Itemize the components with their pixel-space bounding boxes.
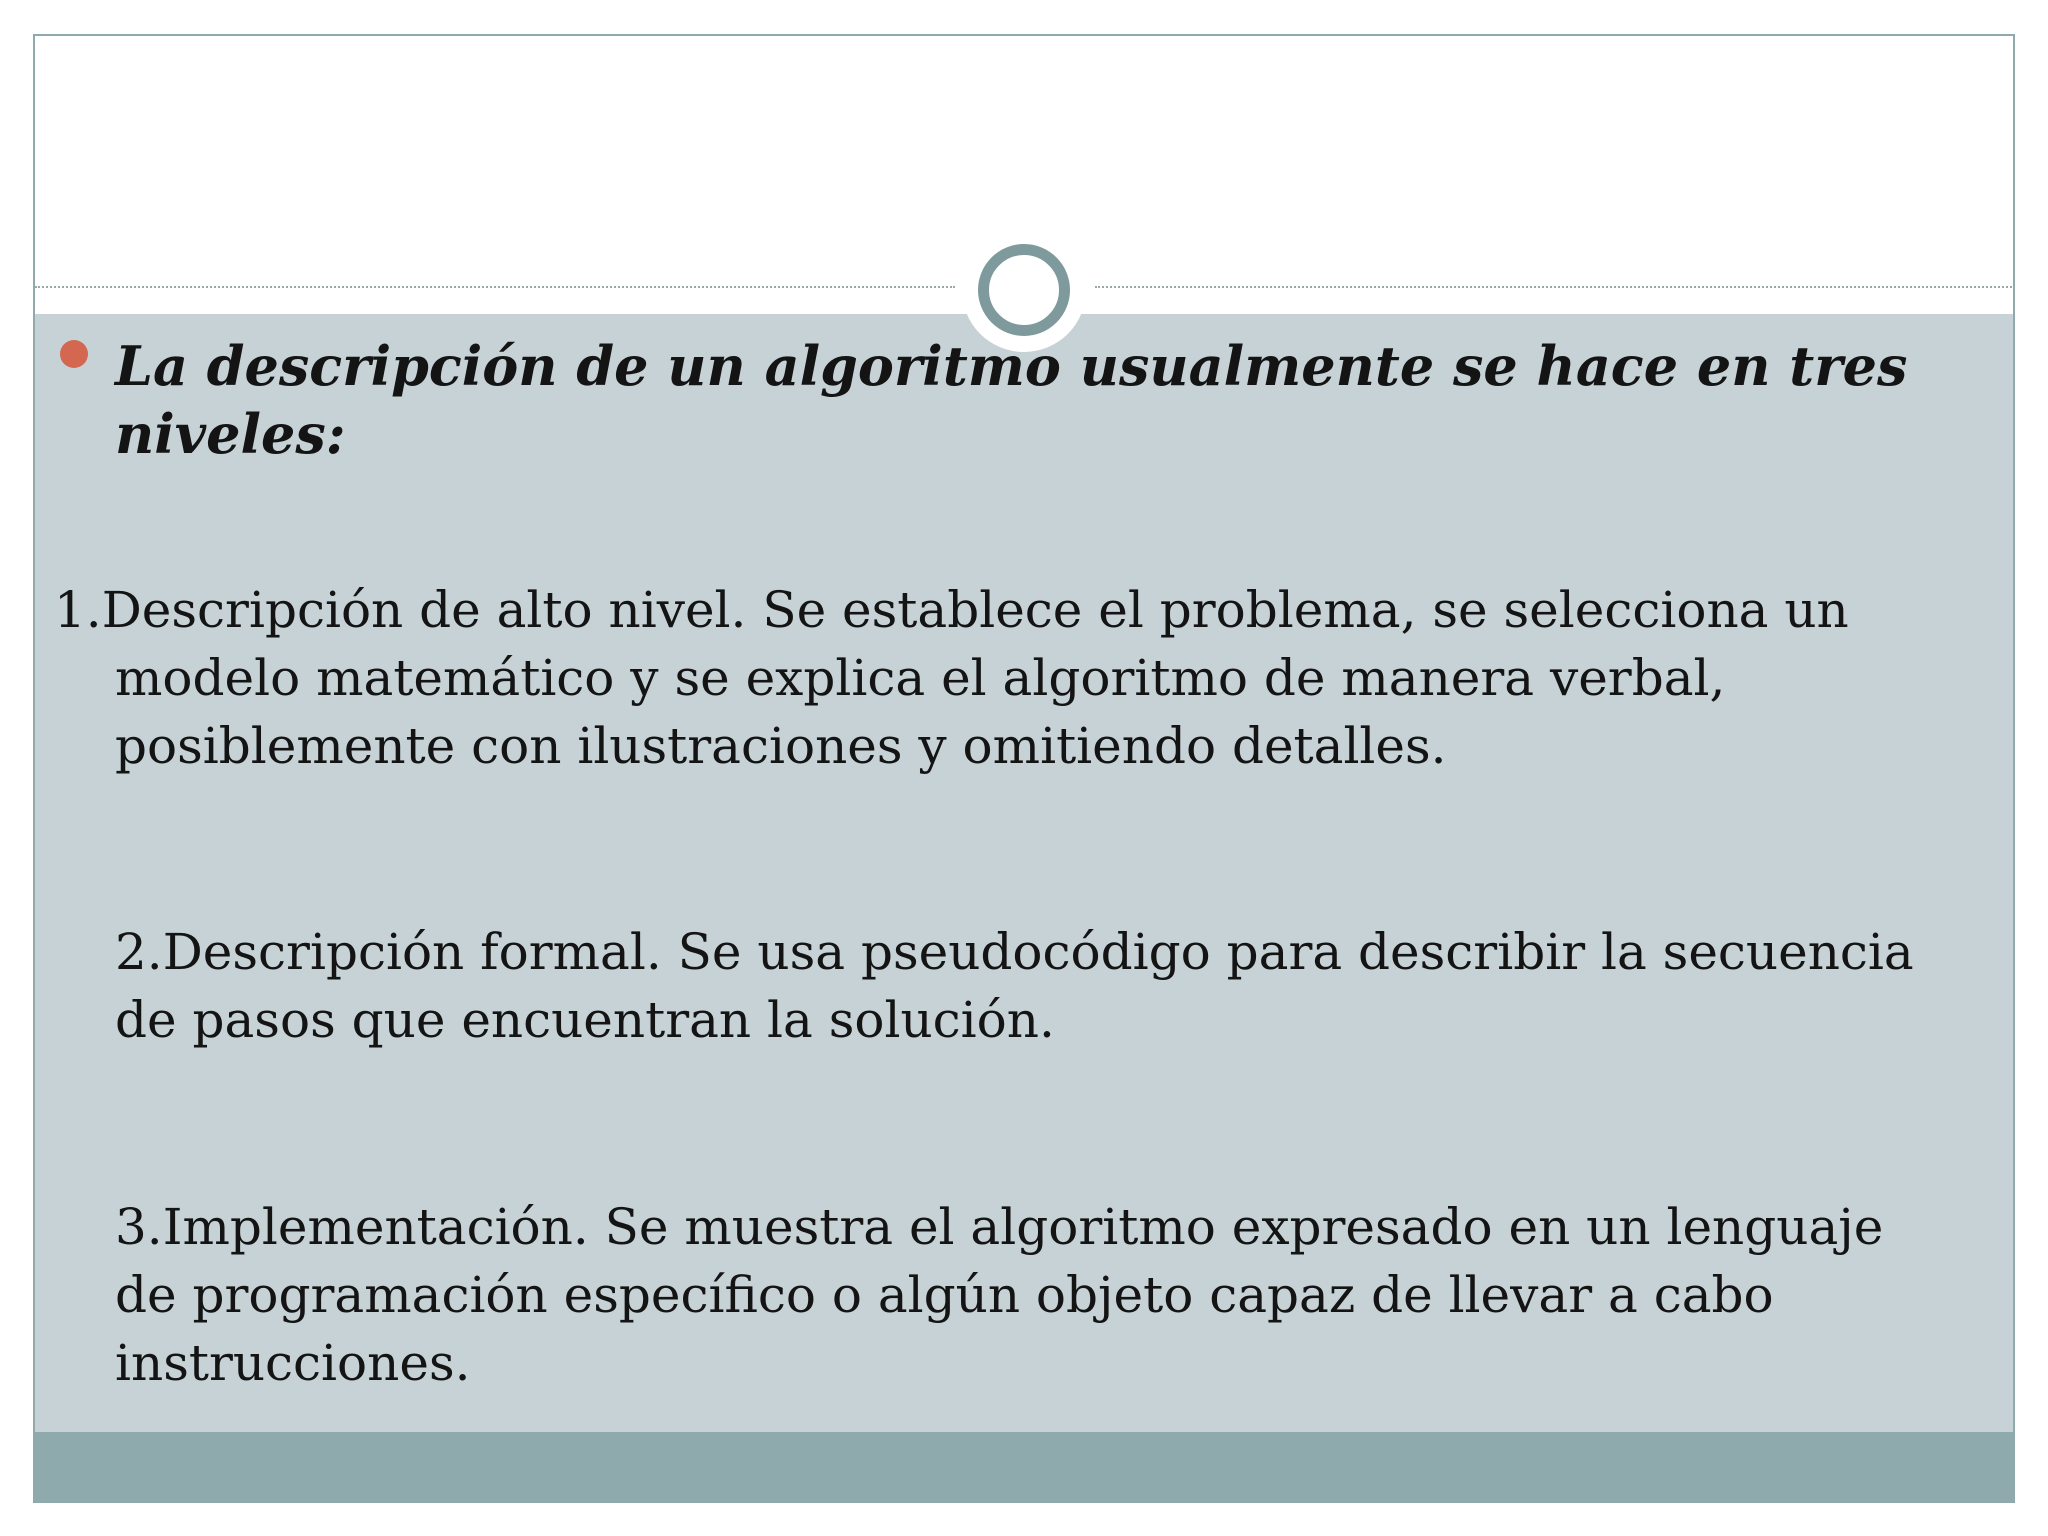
footer-band [35,1432,2013,1501]
bullet-dot-icon [60,340,88,368]
list-item-2: 2.Descripción formal. Se usa pseudocódigo para describir la secuencia de pasos que encuentran la solución. [115,923,1914,1049]
list-item-3: 3.Implementación. Se muestra el algoritmo expresado en un lenguaje de programación específico o algún objeto capaz de llevar a cabo instrucciones. [115,1198,1884,1392]
slide-heading: La descripción de un algoritmo usualmente se hace en tres niveles: [115,334,1908,466]
ring-icon [978,244,1070,336]
header-divider-right [1095,286,2015,288]
list-item-1: 1.Descripción de alto nivel. Se establece el problema, se selecciona un modelo matemático y se explica el algoritmo de manera verbal, posiblemente con ilustraciones y omitiendo detalles. [54,581,1849,775]
header-divider-left [35,286,955,288]
